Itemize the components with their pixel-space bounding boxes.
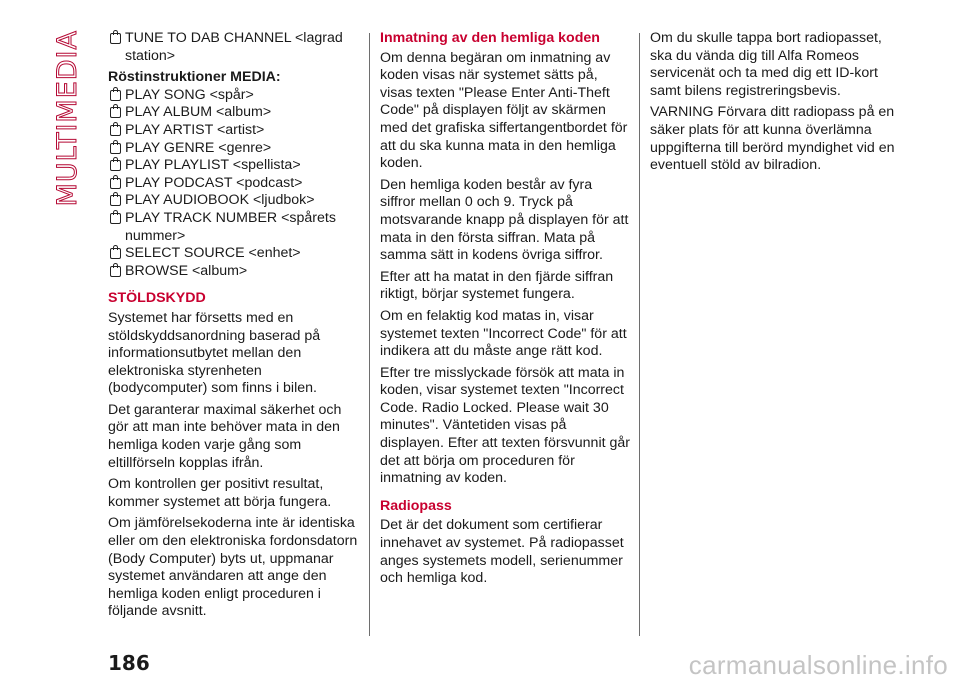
voice-command-item: [108, 122, 358, 140]
body-paragraph: Om jämförelsekoderna inte är identiska eller om den elektroniska fordonsdatorn (Body Computer) byts ut, uppmanar systemet användaren att ange den hemliga koden enligt proceduren i följande avsnitt.: [108, 515, 358, 620]
secret-code-heading: Inmatning av den hemliga koden: [380, 30, 600, 46]
speech-bubble-icon: [110, 213, 121, 224]
voice-command-item: [108, 210, 358, 245]
body-paragraph: Systemet har försetts med en stöldskyddsanordning baserad på informationsutbytet mellan den elektroniska styrenheten (bodycomputer) som finns i bilen.: [108, 309, 321, 397]
body-paragraph: Om denna begäran om inmatning av koden visas när systemet sätts på, visas texten "Please Enter Anti-Theft Code" på displayen följt av skärmen med det grafiska siffertangentbordet för att du ska kunna mata in den hemliga koden.: [380, 49, 628, 172]
column-left: [108, 30, 358, 625]
voice-command-list-top: [108, 30, 358, 65]
column-right: [650, 30, 906, 179]
voice-command-text: PLAY ARTIST <artist>: [125, 121, 265, 138]
body-paragraph: Det garanterar maximal säkerhet och gör att man inte behöver mata in den hemliga koden varje gång som eltillförseln kopplas ifrån.: [108, 401, 342, 471]
voice-command-text: TUNE TO DAB CHANNEL <lagrad station>: [125, 30, 343, 64]
voice-command-item: [108, 30, 358, 65]
body-paragraph: Om en felaktig kod matas in, visar systemet texten "Incorrect Code" för att indikera att du måste ange rätt kod.: [380, 307, 627, 360]
voice-command-item: [108, 140, 358, 158]
media-command-list: [108, 87, 358, 281]
voice-command-item: [108, 104, 358, 122]
body-paragraph: Efter tre misslyckade försök att mata in koden, visar systemet texten "Incorrect Code. Radio Locked. Please wait 30 minutes". Väntetiden visas på displayen. Efter att texten försvunnit går det att börja om proceduren för inmatning av koden.: [380, 364, 630, 487]
section-tab: MULTIMEDIA: [52, 30, 83, 207]
column-middle: [380, 30, 630, 592]
voice-command-text: PLAY ALBUM <album>: [125, 104, 272, 121]
body-paragraph: Efter att ha matat in den fjärde siffran riktigt, börjar systemet fungera.: [380, 268, 614, 303]
voice-command-text: SELECT SOURCE <enhet>: [125, 245, 301, 262]
body-paragraph: Det är det dokument som certifierar innehavet av systemet. På radiopasset anges systemets modell, serienummer och hemliga kod.: [380, 517, 624, 587]
speech-bubble-icon: [110, 248, 121, 259]
voice-command-text: PLAY GENRE <genre>: [125, 139, 272, 156]
secret-code-body: [380, 50, 630, 488]
voice-command-item: [108, 175, 358, 193]
voice-command-item: [108, 87, 358, 105]
theft-protection-heading: STÖLDSKYDD: [108, 290, 206, 307]
voice-command-item: [108, 192, 358, 210]
voice-command-item: [108, 245, 358, 263]
voice-command-text: PLAY PODCAST <podcast>: [125, 174, 303, 191]
speech-bubble-icon: [110, 266, 121, 277]
watermark: carmanualsonline.info: [688, 650, 948, 680]
speech-bubble-icon: [110, 143, 121, 154]
speech-bubble-icon: [110, 195, 121, 206]
body-paragraph: Om kontrollen ger positivt resultat, kommer systemet att börja fungera.: [108, 476, 332, 510]
speech-bubble-icon: [110, 160, 121, 171]
speech-bubble-icon: [110, 125, 121, 136]
voice-command-text: PLAY SONG <spår>: [125, 86, 254, 103]
speech-bubble-icon: [110, 178, 121, 189]
body-paragraph: Om du skulle tappa bort radiopasset, ska du vända dig till Alfa Romeos servicenät och ta med dig ett ID-kort samt bilens registreringsbevis.: [650, 30, 882, 99]
speech-bubble-icon: [110, 107, 121, 118]
media-heading: Röstinstruktioner MEDIA:: [108, 69, 281, 86]
body-paragraph: Den hemliga koden består av fyra siffror mellan 0 och 9. Tryck på motsvarande knapp på displayen för att mata in den första siffran. Mata på samma sätt in kodens övriga siffror.: [380, 176, 629, 264]
voice-command-text: PLAY PLAYLIST <spellista>: [125, 157, 301, 174]
voice-command-item: [108, 157, 358, 175]
page-number: 186: [108, 651, 150, 675]
voice-command-item: [108, 263, 358, 281]
radio-passport-heading: Radiopass: [380, 497, 452, 514]
speech-bubble-icon: [110, 90, 121, 101]
body-paragraph: VARNING Förvara ditt radiopass på en säker plats för att kunna överlämna uppgifterna till berörd myndighet vid en eventuell stöld av bilradion.: [650, 104, 895, 174]
voice-command-text: BROWSE <album>: [125, 262, 248, 279]
column-divider: [369, 33, 370, 636]
theft-protection-body: [108, 310, 358, 621]
speech-bubble-icon: [110, 33, 121, 44]
voice-command-text: PLAY TRACK NUMBER <spårets nummer>: [125, 209, 336, 244]
voice-command-text: PLAY AUDIOBOOK <ljudbok>: [125, 192, 315, 209]
column-divider: [639, 33, 640, 636]
radio-passport-body: [380, 517, 630, 587]
lost-passport-body: [650, 30, 906, 175]
